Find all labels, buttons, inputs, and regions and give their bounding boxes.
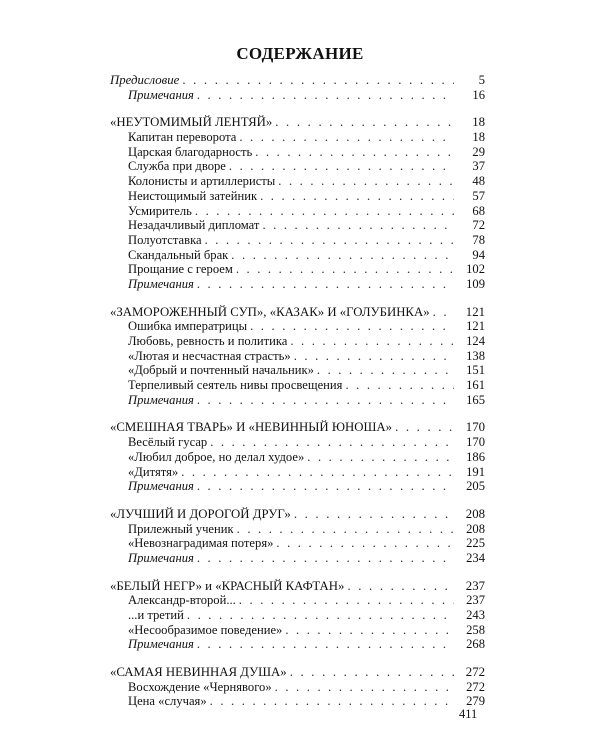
toc-entry[interactable] xyxy=(110,88,485,103)
dot-leader xyxy=(210,694,454,709)
page-number: 411 xyxy=(459,707,478,721)
toc-entry-label: Скандальный брак xyxy=(128,247,229,262)
dot-leader xyxy=(275,115,454,130)
toc-entry-label: Неистощимый затейник xyxy=(128,188,258,203)
toc-entry-label: Александр-второй... xyxy=(128,593,236,608)
toc-entry-page: 16 xyxy=(472,87,485,102)
dot-leader xyxy=(276,536,454,551)
dot-leader xyxy=(317,363,454,378)
toc-entry[interactable] xyxy=(110,130,485,145)
toc-entry-page: 191 xyxy=(466,464,485,479)
toc-notes-entry[interactable] xyxy=(110,277,485,292)
toc-section-page: 237 xyxy=(465,578,485,593)
toc-entry-label: Колонисты и артиллеристы xyxy=(128,174,276,189)
toc-section-title: «БЕЛЫЙ НЕГР» и «КРАСНЫЙ КАФТАН» xyxy=(110,578,345,593)
dot-leader xyxy=(278,174,454,189)
toc-entry-page: 138 xyxy=(466,348,485,363)
toc-entry-page: 37 xyxy=(472,159,485,174)
toc-section-heading[interactable] xyxy=(110,305,485,320)
dot-leader xyxy=(181,465,454,480)
toc-entry-label: Незадачливый дипломат xyxy=(128,218,260,233)
toc-entry-page: 29 xyxy=(472,144,485,159)
toc-section xyxy=(110,115,485,291)
dot-leader xyxy=(285,623,454,638)
dot-leader xyxy=(307,450,454,465)
dot-leader xyxy=(290,334,454,349)
dot-leader xyxy=(229,159,454,174)
toc-entry-label: «Несообразимое поведение» xyxy=(128,622,283,637)
toc-entry-page: 102 xyxy=(466,262,485,277)
toc-entry[interactable] xyxy=(110,680,485,695)
toc-section xyxy=(110,507,485,566)
toc-entry-page: 18 xyxy=(472,130,485,145)
dot-leader xyxy=(197,393,454,408)
toc-entry[interactable] xyxy=(110,248,485,263)
toc-entry-label: Примечания xyxy=(128,550,194,565)
toc-entry-label: Усмиритель xyxy=(128,203,192,218)
toc-entry-page: 165 xyxy=(466,392,485,407)
toc-entry-label: Терпеливый сеятель нивы просвещения xyxy=(128,378,343,393)
dot-leader xyxy=(197,88,454,103)
toc-entry[interactable] xyxy=(110,174,485,189)
toc-section xyxy=(110,305,485,408)
toc-entry-page: 186 xyxy=(466,449,485,464)
toc-entry[interactable] xyxy=(110,233,485,248)
toc-entry[interactable] xyxy=(110,349,485,364)
toc-entry[interactable] xyxy=(110,218,485,233)
toc-section xyxy=(110,579,485,652)
toc-entry-page: 243 xyxy=(466,608,485,622)
toc-entry-page: 208 xyxy=(466,521,485,536)
toc-entry-label: «Дитятя» xyxy=(128,464,179,479)
dot-leader xyxy=(197,479,454,494)
toc-entry-label: Любовь, ревность и политика xyxy=(128,334,288,348)
dot-leader xyxy=(262,218,454,233)
dot-leader xyxy=(294,349,454,364)
toc-entry-label: Весёлый гусар xyxy=(128,435,208,450)
toc-entry-label: «Лютая и несчастная страсть» xyxy=(128,348,291,363)
toc-notes-entry[interactable] xyxy=(110,479,485,494)
toc-entry[interactable] xyxy=(110,450,485,465)
toc-entry[interactable] xyxy=(110,159,485,174)
toc-entry[interactable] xyxy=(110,694,485,709)
toc-entry[interactable] xyxy=(110,189,485,204)
toc-entry-label: Восхождение «Чернявого» xyxy=(128,679,272,694)
toc-entry-page: 94 xyxy=(472,247,485,262)
dot-leader xyxy=(239,130,454,145)
toc-entry-page: 57 xyxy=(472,188,485,203)
toc-section-title: «НЕУТОМИМЫЙ ЛЕНТЯЙ» xyxy=(110,115,273,130)
toc-entry-label: Примечания xyxy=(128,637,194,652)
dot-leader xyxy=(260,189,454,204)
dot-leader xyxy=(239,593,454,608)
toc-entry-page: 234 xyxy=(466,550,485,565)
toc-entry[interactable] xyxy=(110,204,485,219)
toc-section xyxy=(110,420,485,493)
toc-entry-label: Примечания xyxy=(128,392,194,407)
toc-entry-page: 279 xyxy=(466,694,485,709)
toc-entry[interactable] xyxy=(110,363,485,378)
toc-entry-label: Прощание с героем xyxy=(128,262,233,277)
toc-entry-label: Капитан переворота xyxy=(128,130,237,145)
toc-entry[interactable] xyxy=(110,522,485,537)
toc-section-title: «САМАЯ НЕВИННАЯ ДУША» xyxy=(110,665,287,680)
dot-leader xyxy=(347,579,454,594)
toc-entry-label: Прилежный ученик xyxy=(128,521,234,536)
toc-entry-page: 258 xyxy=(466,622,485,637)
toc-entry-label: «Невознаградимая потеря» xyxy=(128,536,274,551)
toc-entry-label: Служба при дворе xyxy=(128,159,226,174)
dot-leader xyxy=(255,145,454,160)
toc-section-page: 121 xyxy=(465,304,485,319)
toc-entry-label: «Любил доброе, но делал худое» xyxy=(128,449,305,464)
dot-leader xyxy=(210,435,454,450)
toc-entry-page: 161 xyxy=(466,378,485,393)
toc-entry[interactable] xyxy=(110,73,485,88)
dot-leader xyxy=(231,248,454,263)
dot-leader xyxy=(195,204,454,219)
toc-section-heading[interactable] xyxy=(110,507,485,522)
toc-section-title: «ЗАМОРОЖЕННЫЙ СУП», «КАЗАК» И «ГОЛУБИНКА» xyxy=(110,304,430,319)
toc-entry-label: Ошибка императрицы xyxy=(128,319,248,334)
dot-leader xyxy=(294,507,454,522)
toc-entry[interactable] xyxy=(110,319,485,334)
toc-entry-page: 109 xyxy=(466,276,485,291)
toc-entry-page: 151 xyxy=(466,363,485,378)
dot-leader xyxy=(182,73,454,88)
dot-leader xyxy=(345,378,454,393)
toc-entry-page: 121 xyxy=(466,319,485,334)
dot-leader xyxy=(290,665,454,680)
toc-section-title: «СМЕШНАЯ ТВАРЬ» И «НЕВИННЫЙ ЮНОША» xyxy=(110,420,393,435)
toc-section xyxy=(110,665,485,709)
dot-leader xyxy=(237,522,454,537)
toc-entry-label: Примечания xyxy=(128,479,194,494)
page-title: СОДЕРЖАНИЕ xyxy=(236,44,364,63)
toc-section-heading[interactable] xyxy=(110,115,485,130)
toc-entry[interactable] xyxy=(110,623,485,638)
toc-entry-label: Предисловие xyxy=(110,73,180,87)
toc-entry-page: 48 xyxy=(472,174,485,189)
toc-entry-page: 268 xyxy=(466,637,485,652)
dot-leader xyxy=(395,420,454,435)
toc-section-heading[interactable] xyxy=(110,579,485,594)
toc-entry[interactable] xyxy=(110,608,485,623)
toc-entry[interactable] xyxy=(110,465,485,480)
toc-section-page: 208 xyxy=(465,506,485,521)
dot-leader xyxy=(433,305,454,320)
toc-entry-label: Цена «случая» xyxy=(128,694,207,709)
toc-entry-page: 170 xyxy=(466,435,485,450)
toc-section-heading[interactable] xyxy=(110,665,485,680)
toc-notes-entry[interactable] xyxy=(110,637,485,652)
toc-entry-label: ...и третий xyxy=(128,608,184,622)
toc-entry-page: 124 xyxy=(466,334,485,348)
toc-front-matter xyxy=(110,73,485,102)
toc-entry[interactable] xyxy=(110,145,485,160)
toc-entry-page: 237 xyxy=(466,593,485,608)
dot-leader xyxy=(236,262,454,277)
toc-entry-page: 272 xyxy=(466,679,485,694)
toc-notes-entry[interactable] xyxy=(110,551,485,566)
toc-entry-label: Примечания xyxy=(128,87,194,102)
dot-leader xyxy=(197,637,454,652)
dot-leader xyxy=(197,277,454,292)
toc-entry-page: 5 xyxy=(478,73,485,87)
dot-leader xyxy=(197,551,454,566)
toc-entry[interactable] xyxy=(110,435,485,450)
toc-entry-label: «Добрый и почтенный начальник» xyxy=(128,363,314,378)
table-of-contents xyxy=(110,73,485,722)
toc-section-page: 18 xyxy=(472,115,485,130)
toc-notes-entry[interactable] xyxy=(110,393,485,408)
dot-leader xyxy=(250,319,454,334)
toc-entry[interactable] xyxy=(110,593,485,608)
toc-entry-page: 205 xyxy=(466,479,485,494)
toc-section-page: 170 xyxy=(465,420,485,435)
toc-entry-page: 68 xyxy=(472,203,485,218)
toc-entry-page: 78 xyxy=(472,232,485,247)
toc-entry-label: Примечания xyxy=(128,276,194,291)
dot-leader xyxy=(205,233,454,248)
dot-leader xyxy=(275,680,454,695)
toc-entry[interactable] xyxy=(110,334,485,349)
toc-section-title: «ЛУЧШИЙ И ДОРОГОЙ ДРУГ» xyxy=(110,506,291,521)
toc-entry-page: 225 xyxy=(466,536,485,551)
toc-entry-label: Полуотставка xyxy=(128,232,202,247)
toc-entry[interactable] xyxy=(110,262,485,277)
dot-leader xyxy=(187,608,454,623)
toc-entry-label: Царская благодарность xyxy=(128,144,253,159)
toc-entry[interactable] xyxy=(110,536,485,551)
toc-section-page: 272 xyxy=(465,665,485,680)
toc-entry-page: 72 xyxy=(472,218,485,233)
toc-entry[interactable] xyxy=(110,378,485,393)
toc-section-heading[interactable] xyxy=(110,420,485,435)
